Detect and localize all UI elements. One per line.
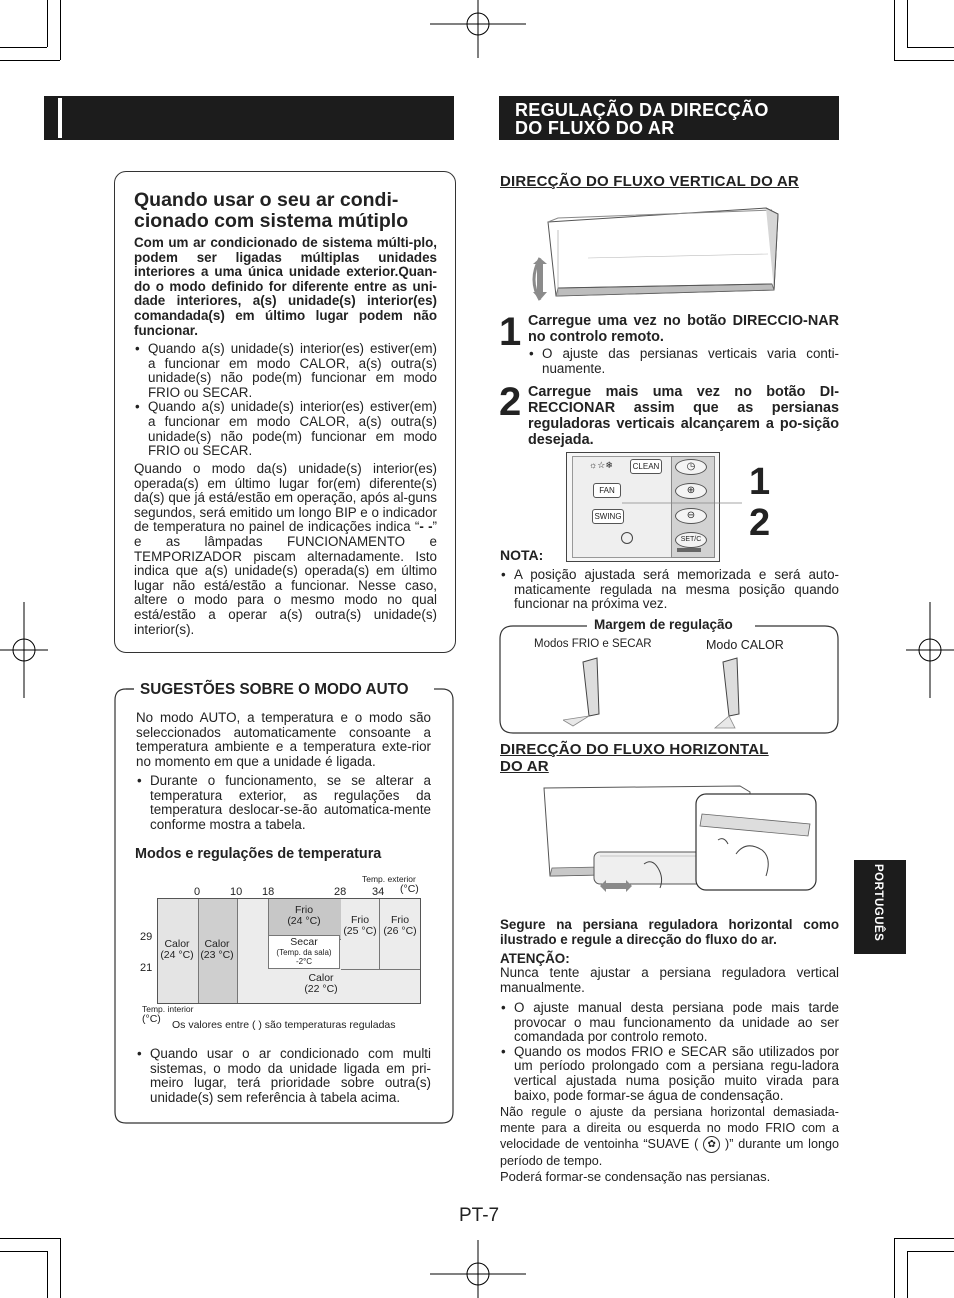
table-note: Os valores entre ( ) são temperaturas reguladas: [172, 1019, 396, 1031]
right-header-bar: [499, 96, 839, 140]
temp-table-title: Modos e regulações de temperatura: [135, 846, 382, 862]
left-header-bar: [44, 96, 454, 140]
step-2-text: Carregue mais uma vez no botão DI-RECCIONAR assim que as persianas reguladoras verticais alcançarem a po-sição desejada.: [528, 384, 839, 448]
x-axis-label: Temp. exterior: [362, 874, 416, 884]
y-axis-label: Temp. interior: [142, 1004, 194, 1014]
registration-mark-left: [0, 602, 50, 698]
auto-tips-intro: No modo AUTO, a temperatura e o modo são seleccionados automaticamente consoante a temperatura ambiente e a temperatura exte-rior no momento em que a unidade é ligada.: [136, 710, 431, 769]
timer-icon: [621, 532, 633, 544]
plus-button[interactable]: ⊕: [675, 483, 707, 499]
nota-label: NOTA:: [500, 547, 544, 563]
x-tick: 18: [262, 886, 275, 898]
list-item: • O ajuste manual desta persiana pode mais tarde provocar o mau funcionamento da unidade ao ser comandada por controlo remoto.: [500, 1001, 839, 1045]
cell-label: (25 °C): [343, 925, 377, 937]
language-tab: PORTUGUÊS: [854, 860, 906, 954]
cell-label: Calor: [308, 972, 334, 984]
mode-heat-label: Modo CALOR: [706, 638, 784, 652]
vertical-flow-title: DIRECÇÃO DO FLUXO VERTICAL DO AR: [500, 173, 799, 190]
y-tick: 29: [140, 931, 153, 943]
list-item: • Quando a(s) unidade(s) interior(es) estiver(em) a funcionar em modo CALOR, a(s) outra(s) unidade(s) não pode(m) funcionar em modo FRIO ou SECAR.: [134, 342, 437, 400]
cell-label: (24 °C): [287, 915, 321, 927]
cell-label: (26 °C): [383, 925, 417, 937]
mode-cool-label: Modos FRIO e SECAR: [534, 638, 652, 650]
swing-callout-lines: [622, 483, 742, 523]
margin-title: Margem de regulação: [591, 617, 736, 632]
remote-control-panel: [566, 452, 720, 562]
multi-system-paragraph: Quando o modo da(s) unidade(s) interior(es) operada(s) em último lugar for(em) diferente(s) da(s) que já está/estão em operação, após al-guns segundos, será emitido um longo BIP e o indicador de temperatura no painel de indicações indica “- -” e as lâmpadas FUNCIONAMENTO e TEMPORIZADOR piscam alternadamente. Isto indica que a(s) unidade(s) operada(s) em último lugar não está/estão a funcionar. Nesse caso, altere o modo para o mesmo modo no qual está/estão a operar a(s) outra(s) unidade(s) interior(s).: [134, 461, 437, 637]
atencao-label: ATENÇÃO:: [500, 951, 570, 966]
registration-mark-bottom: [430, 1238, 526, 1298]
list-item: • O ajuste das persianas verticais varia conti-nuamente.: [528, 347, 839, 376]
setc-button[interactable]: SET/C: [675, 532, 707, 548]
step-1-number: 1: [499, 310, 522, 354]
x-tick: 0: [194, 886, 201, 898]
auto-tips-title: SUGESTÕES SOBRE O MODO AUTO: [136, 681, 413, 699]
section-title: REGULAÇÃO DA DIRECÇÃO DO FLUXO DO AR: [515, 100, 769, 138]
ac-unit-horizontal-illustration: [540, 782, 822, 900]
callout-2: 2: [749, 502, 771, 544]
cell-label: (23 °C): [200, 949, 234, 961]
multi-system-box: [114, 171, 456, 653]
y-axis-unit: (°C): [142, 1013, 161, 1025]
list-item: • Quando os modos FRIO e SECAR são utilizados por um período prolongado com a persiana regu-ladora vertical ajustada numa posição muito virada para baixo, pode formar-se água de condensação.: [500, 1045, 839, 1103]
atencao-bullets: [500, 1001, 839, 1103]
auto-tips-bullet-1: [136, 774, 431, 832]
cell-label: Calor: [204, 938, 230, 950]
cell-label: (22 °C): [304, 983, 338, 995]
list-item: • Quando usar o ar condicionado com multi sistemas, o modo da unidade ligada em pri-meiro lugar, terá prioridade sobre outra(s) unidade(s) sem referência à tabela acima.: [136, 1047, 431, 1105]
cell-label: Calor: [164, 938, 190, 950]
remote-slider: [677, 548, 701, 552]
horizontal-instruction: Segure na persiana reguladora horizontal como ilustrado e regule a direcção do fluxo do ar.: [500, 917, 839, 947]
temp-mode-table: [135, 872, 435, 1034]
clock-button[interactable]: ◷: [675, 459, 707, 475]
cell-label: (Temp. da sala) -2°C: [276, 948, 332, 966]
registration-mark-right: [904, 602, 954, 698]
multi-system-bullets: [134, 342, 437, 459]
list-item: • A posição ajustada será memorizada e será auto-maticamente regulada na mesma posição quando funcionar na próxima vez.: [500, 568, 839, 612]
adjust-margin-box: [499, 617, 838, 734]
x-tick: 28: [334, 886, 347, 898]
list-item: • Durante o funcionamento, se se alterar a temperatura exterior, as regulações da temperatura deslocar-se-ão automatica-mente conforme mostra a tabela.: [136, 774, 431, 832]
x-axis-unit: (°C): [400, 883, 419, 895]
step-1-note: [528, 347, 839, 376]
final-note-2: Poderá formar-se condensação nas persianas.: [500, 1169, 771, 1184]
louver-heat-illustration: [709, 654, 779, 729]
clean-button[interactable]: CLEAN: [630, 459, 662, 474]
registration-mark-top: [430, 0, 526, 60]
page-number: PT-7: [459, 1205, 500, 1226]
step-1-text: Carregue uma vez no botão DIRECCIO-NAR no controlo remoto.: [528, 313, 839, 345]
cell-label: Secar: [290, 936, 318, 948]
list-item: • Quando a(s) unidade(s) interior(es) estiver(em) a funcionar em modo CALOR, a(s) outra(s) unidade(s) não pode(m) funcionar em modo FRIO ou SECAR.: [134, 400, 437, 458]
mode-icons: ☼☆❄: [589, 460, 613, 470]
nota-list: [500, 568, 839, 612]
cell-label: Frio: [350, 914, 370, 926]
ac-unit-vertical-illustration: [528, 200, 788, 310]
cell-label: Frio: [390, 914, 410, 926]
multi-system-intro: Com um ar condicionado de sistema múlti-plo, podem ser ligadas múltiplas unidades interiores a uma única unidade exterior.Quan-do o modo definido for diferente entre as uni-dade interiores, a(s) unidade(s) interior(es) comandada(s) em último lugar podem não funcionar.: [134, 235, 437, 338]
minus-button[interactable]: ⊖: [675, 508, 707, 524]
fan-soft-icon: ✿: [703, 1136, 720, 1153]
final-note: Não regule o ajuste da persiana horizontal demasiada-mente para a direita ou esquerda no modo FRIO com a velocidade de ventoinha “SUAVE ( ✿ )” durante um longo período de tempo.: [500, 1105, 839, 1169]
horizontal-flow-title: DIRECÇÃO DO FLUXO HORIZONTAL DO AR: [500, 741, 769, 775]
louver-cool-illustration: [563, 654, 633, 729]
swing-button[interactable]: SWING: [592, 509, 624, 524]
step-2-number: 2: [499, 380, 522, 424]
auto-tips-bullet-2: [136, 1047, 431, 1105]
atencao-text: Nunca tente ajustar a persiana reguladora vertical manualmente.: [500, 965, 839, 995]
x-tick: 34: [372, 886, 385, 898]
callout-1: 1: [749, 461, 771, 503]
cell-label: Frio: [294, 904, 314, 916]
y-tick: 21: [140, 962, 153, 974]
x-tick: 10: [230, 886, 243, 898]
cell-label: (24 °C): [160, 949, 194, 961]
multi-system-title: Quando usar o seu ar condi- cionado com sistema mútiplo: [134, 189, 409, 232]
fan-button[interactable]: FAN: [593, 483, 621, 498]
